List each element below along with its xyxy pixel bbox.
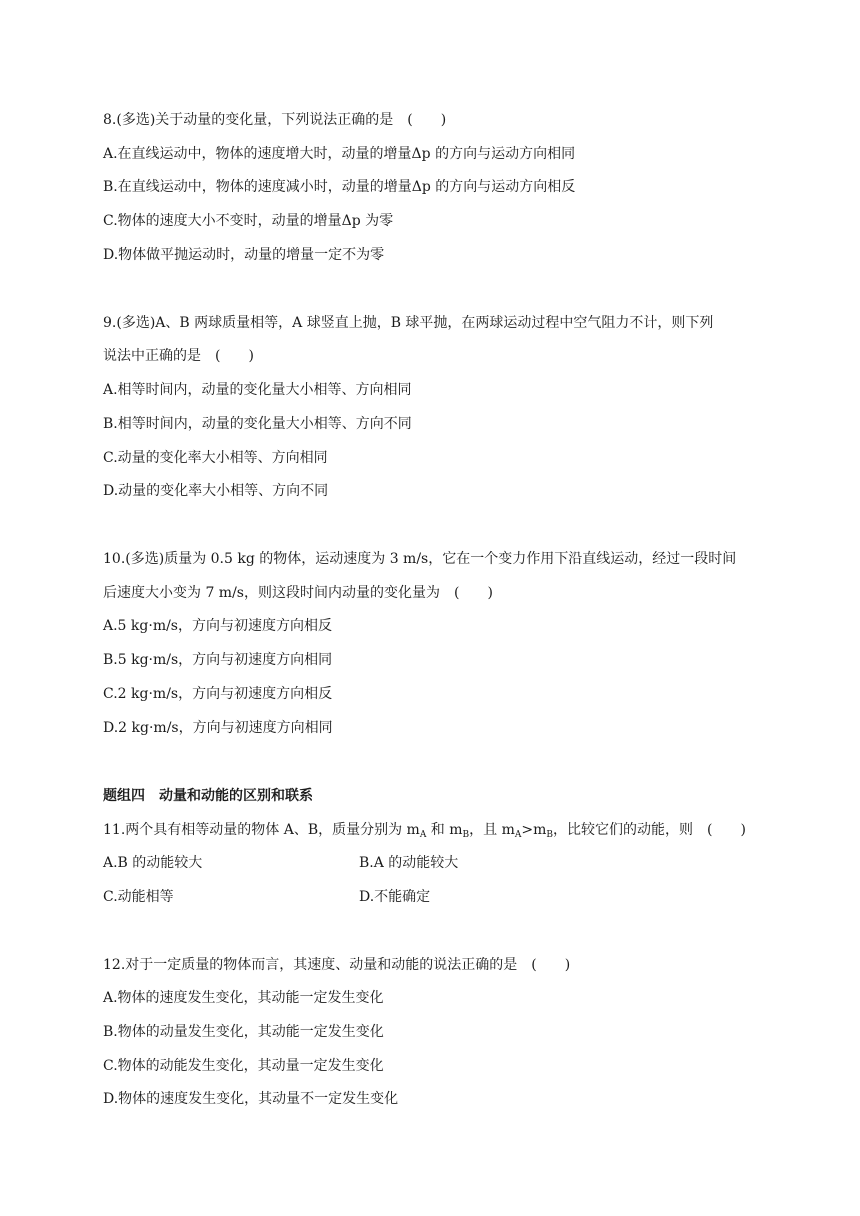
q12-option-b: B.物体的动量发生变化，其动能一定发生变化 <box>103 1024 384 1040</box>
q12-option-a: A.物体的速度发生变化，其动能一定发生变化 <box>103 990 384 1006</box>
q12-option-c: C.物体的动能发生变化，其动量一定发生变化 <box>103 1058 384 1074</box>
q11-stem-part1: 11.两个具有相等动量的物体 A、B，质量分别为 m <box>103 822 420 838</box>
q10-option-b: B.5 kg·m/s，方向与初速度方向相同 <box>103 652 333 668</box>
q8-option-a: A.在直线运动中，物体的速度增大时，动量的增量Δp 的方向与运动方向相同 <box>103 146 576 162</box>
q10-option-c: C.2 kg·m/s，方向与初速度方向相反 <box>103 686 333 702</box>
q10-stem-line1: 10.(多选)质量为 0.5 kg 的物体，运动速度为 3 m/s，它在一个变力作用下沿直线运动，经过一段时间 <box>103 551 737 567</box>
q12-option-d: D.物体的速度发生变化，其动量不一定发生变化 <box>103 1091 399 1107</box>
q10-stem-line2: 后速度大小变为 7 m/s，则这段时间内动量的变化量为 ( ) <box>103 585 493 601</box>
q9-option-c: C.动量的变化率大小相等、方向相同 <box>103 450 328 466</box>
q10-option-a: A.5 kg·m/s，方向与初速度方向相反 <box>103 618 332 634</box>
q8-option-c: C.物体的速度大小不变时，动量的增量Δp 为零 <box>103 213 394 229</box>
q11-stem-part2: 和 m <box>426 822 463 838</box>
q11-stem-part3: ，且 m <box>469 822 515 838</box>
section-heading: 题组四 动量和动能的区别和联系 <box>103 788 313 804</box>
q11-subscript-a2: A <box>514 830 522 840</box>
q11-stem-part5: ，比较它们的动能，则 ( ) <box>553 822 746 838</box>
q11-stem-part4: >m <box>521 822 547 838</box>
q8-option-d: D.物体做平抛运动时，动量的增量一定不为零 <box>103 247 385 263</box>
q9-option-a: A.相等时间内，动量的变化量大小相等、方向相同 <box>103 382 412 398</box>
q8-option-b: B.在直线运动中，物体的速度减小时，动量的增量Δp 的方向与运动方向相反 <box>103 179 576 195</box>
q11-stem <box>103 820 746 840</box>
q8-stem: 8.(多选)关于动量的变化量，下列说法正确的是 ( ) <box>103 112 447 128</box>
q11-option-d: D.不能确定 <box>359 889 431 905</box>
q9-stem-line2: 说法中正确的是 ( ) <box>103 348 254 364</box>
q11-subscript-a1: A <box>419 830 427 840</box>
q11-option-b: B.A 的动能较大 <box>359 855 459 871</box>
q11-subscript-b1: B <box>462 830 470 840</box>
q11-subscript-b2: B <box>546 830 554 840</box>
q12-stem: 12.对于一定质量的物体而言，其速度、动量和动能的说法正确的是 ( ) <box>103 957 571 973</box>
q11-option-c: C.动能相等 <box>103 889 174 905</box>
q9-stem-line1: 9.(多选)A、B 两球质量相等，A 球竖直上抛，B 球平抛，在两球运动过程中空气阻力不计，则下列 <box>103 315 714 331</box>
q10-option-d: D.2 kg·m/s，方向与初速度方向相同 <box>103 720 333 736</box>
q9-option-d: D.动量的变化率大小相等、方向不同 <box>103 483 329 499</box>
q9-option-b: B.相等时间内，动量的变化量大小相等、方向不同 <box>103 416 412 432</box>
q11-option-a: A.B 的动能较大 <box>103 855 203 871</box>
